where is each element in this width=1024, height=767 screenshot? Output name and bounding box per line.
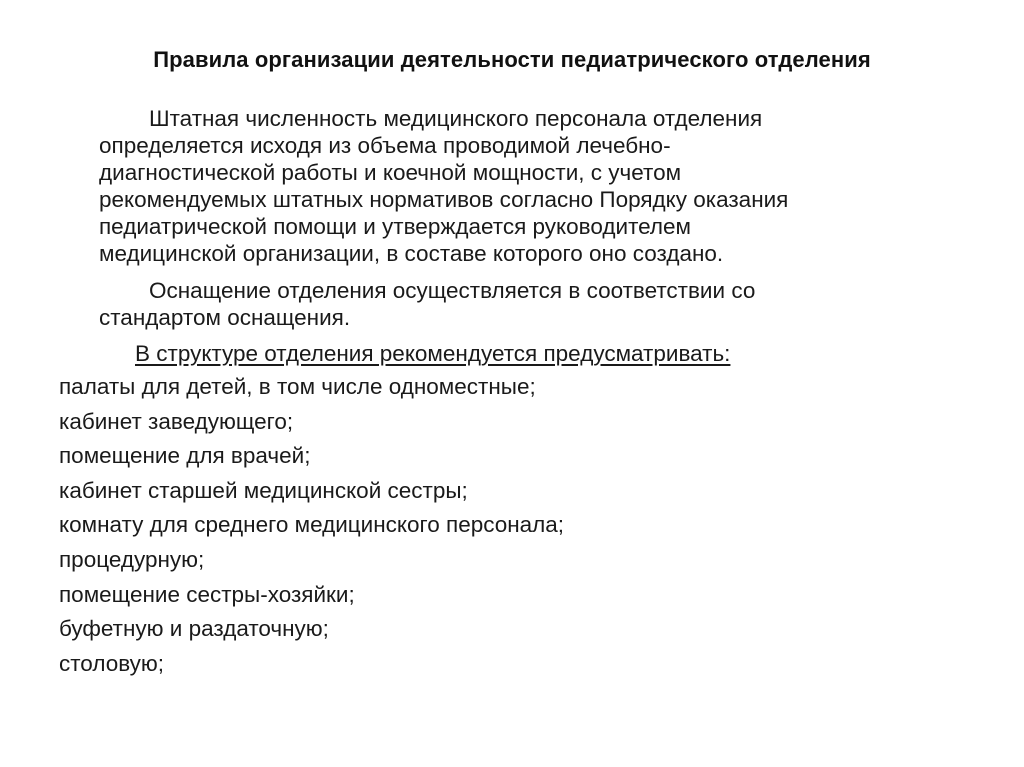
text-line: медицинской организации, в составе которого оно создано.	[99, 241, 724, 266]
list-item: помещение для врачей;	[59, 443, 311, 469]
text-line: стандартом оснащения.	[99, 305, 351, 330]
text-line: Штатная численность медицинского персонала отделения	[149, 106, 763, 131]
list-item: столовую;	[59, 650, 165, 676]
text-line: рекомендуемых штатных нормативов согласно Порядку оказания	[99, 187, 789, 212]
list-item: буфетную и раздаточную;	[59, 616, 329, 642]
list-item: помещение сестры-хозяйки;	[59, 581, 355, 607]
list-item: кабинет заведующего;	[59, 408, 294, 434]
text-line: диагностической работы и коечной мощности, с учетом	[99, 160, 682, 185]
paragraph-equipment	[99, 277, 979, 331]
list-item: процедурную;	[59, 546, 205, 572]
list-heading: В структуре отделения рекомендуется предусматривать:	[135, 341, 731, 366]
text-line: педиатрической помощи и утверждается руководителем	[99, 214, 691, 239]
text-line: Оснащение отделения осуществляется в соответствии со	[149, 278, 756, 303]
text-line: определяется исходя из объема проводимой лечебно-	[99, 133, 671, 158]
paragraph-staffing	[99, 105, 979, 267]
structure-list	[59, 372, 564, 683]
list-item: комнату для среднего медицинского персонала;	[59, 512, 565, 538]
list-item: палаты для детей, в том числе одноместные;	[59, 374, 536, 399]
slide-title: Правила организации деятельности педиатрического отделения	[153, 47, 871, 72]
list-item: кабинет старшей медицинской сестры;	[59, 477, 468, 503]
